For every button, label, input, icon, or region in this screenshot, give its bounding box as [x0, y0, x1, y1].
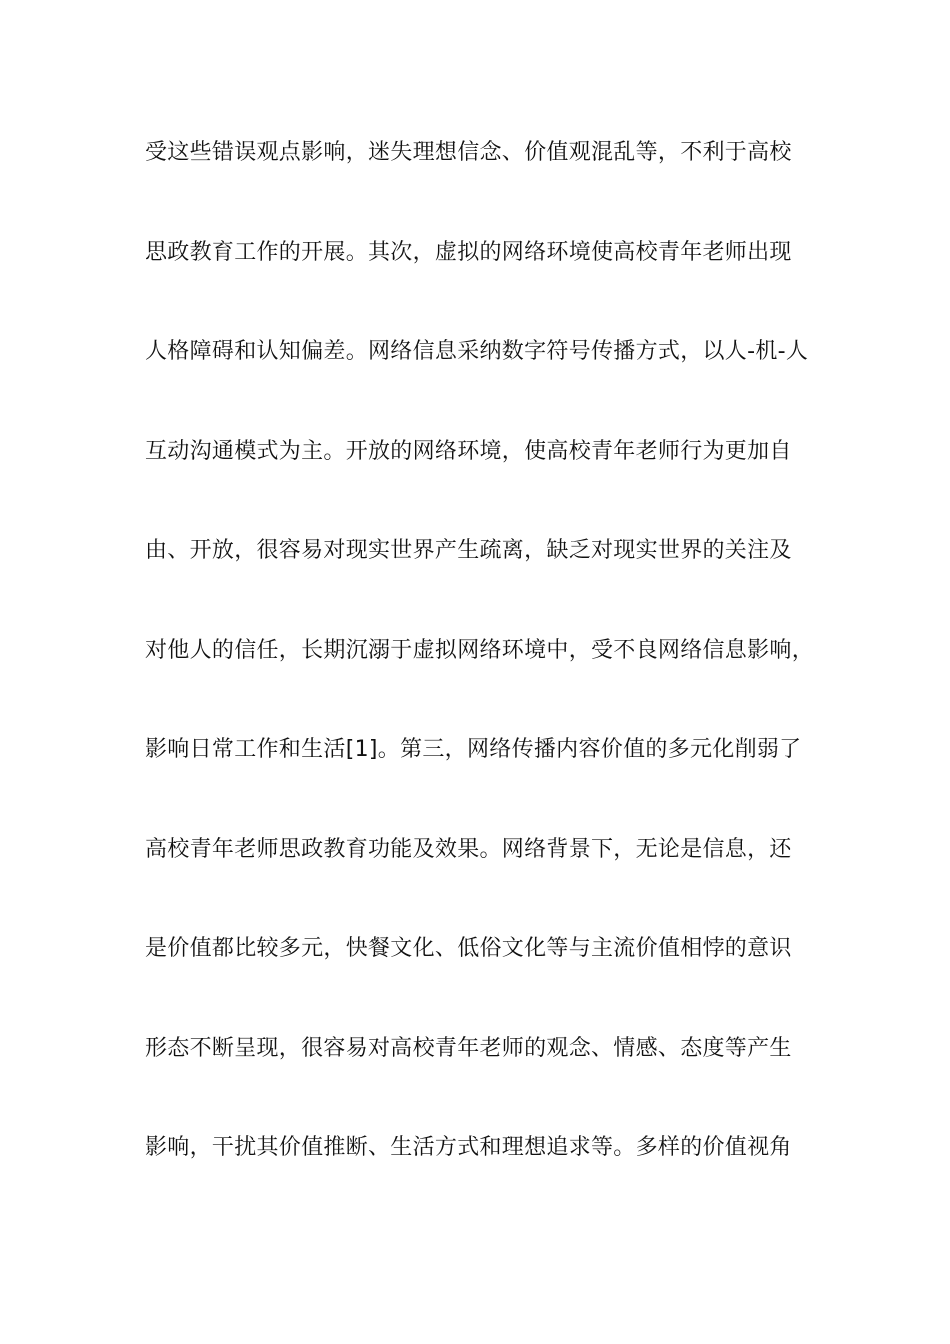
text-line: 高校青年老师思政教育功能及效果。网络背景下，无论是信息，还 — [145, 836, 792, 862]
text-line: 对他人的信任，长期沉溺于虚拟网络环境中，受不良网络信息影响， — [145, 637, 815, 663]
text-line: 由、开放，很容易对现实世界产生疏离，缺乏对现实世界的关注及 — [145, 538, 792, 563]
text-line: 思政教育工作的开展。其次，虚拟的网络环境使高校青年老师出现 — [145, 239, 792, 265]
body-paragraph — [145, 128, 815, 1223]
text-line: 是价值都比较多元，快餐文化、低俗文化等与主流价值相悖的意识 — [145, 936, 792, 961]
text-line: 形态不断呈现，很容易对高校青年老师的观念、情感、态度等产生 — [145, 1035, 792, 1061]
text-line: 互动沟通模式为主。开放的网络环境，使高校青年老师行为更加自 — [145, 438, 792, 464]
text-line: 影响，干扰其价值推断、生活方式和理想追求等。多样的价值视角 — [145, 1135, 792, 1160]
text-line: 受这些错误观点影响，迷失理想信念、价值观混乱等，不利于高校 — [145, 140, 792, 165]
text-line: 影响日常工作和生活[1]。第三，网络传播内容价值的多元化削弱了 — [145, 737, 802, 762]
text-line: 人格障碍和认知偏差。网络信息采纳数字符号传播方式，以人-机-人 — [145, 339, 809, 364]
